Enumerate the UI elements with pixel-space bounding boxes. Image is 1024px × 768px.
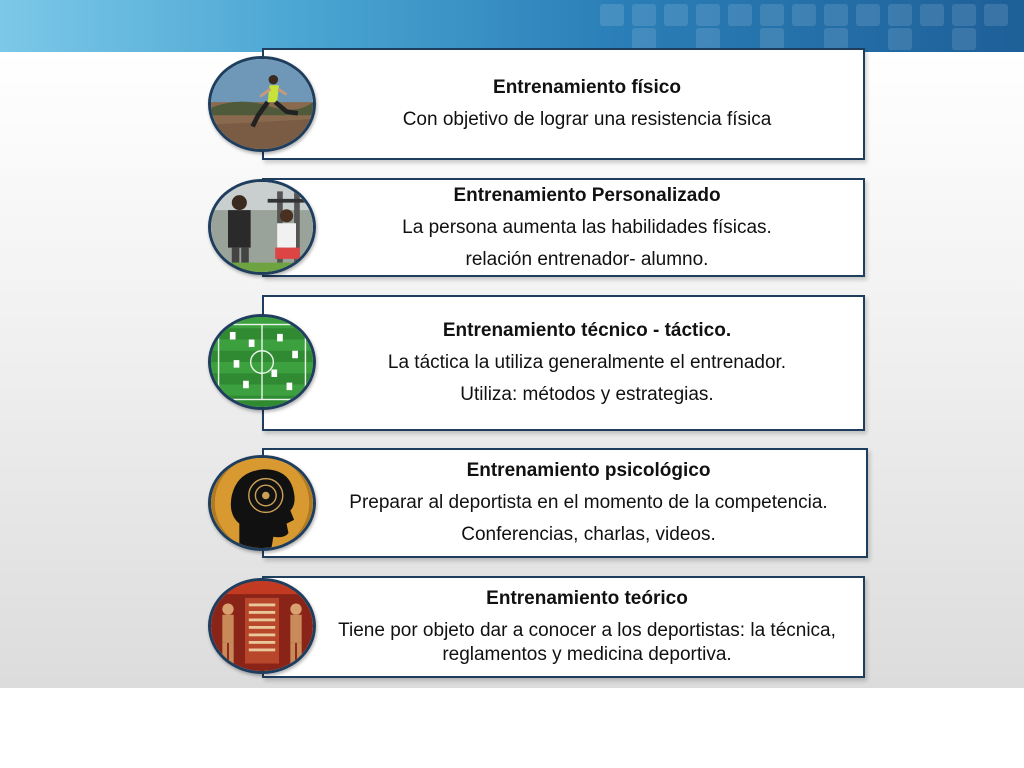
header-tile	[984, 4, 1008, 26]
card-text: La táctica la utiliza generalmente el entrenador.	[387, 352, 787, 373]
header-tile	[888, 4, 912, 26]
card-title: Entrenamiento técnico - táctico.	[442, 320, 732, 341]
list-item-technical-tactical-training	[262, 295, 865, 431]
card-body	[319, 180, 855, 275]
card-body	[319, 50, 855, 158]
tactics-field-icon	[208, 314, 316, 410]
card-text: relación entrenador- alumno.	[465, 248, 709, 270]
header-tile	[632, 4, 656, 26]
runner-photo-icon	[208, 56, 316, 152]
header-tile	[824, 28, 848, 50]
card-text: Con objetivo de lograr una resistencia física	[402, 109, 772, 130]
list-item-theoretical-training	[262, 576, 865, 678]
header-tile	[664, 4, 688, 26]
header-tile	[888, 28, 912, 50]
card-title: Entrenamiento físico	[493, 77, 681, 98]
anatomy-poster-icon	[208, 578, 316, 674]
header-tile	[728, 4, 752, 26]
card-text: Utiliza: métodos y estrategias.	[460, 384, 714, 405]
header-band	[0, 0, 1024, 52]
header-tile	[600, 4, 624, 26]
card-text: Tiene por objeto dar a conocer a los deportistas: la técnica, reglamentos y medicina deportiva.	[338, 620, 836, 665]
header-tile	[696, 4, 720, 26]
header-tile	[696, 28, 720, 50]
header-tile	[760, 4, 784, 26]
header-tile	[920, 4, 944, 26]
header-tile	[952, 28, 976, 50]
head-brain-icon	[208, 455, 316, 551]
card-title: Entrenamiento psicológico	[466, 460, 711, 481]
list-item-physical-training	[262, 48, 865, 160]
header-tile	[952, 4, 976, 26]
gym-trainer-photo-icon	[208, 179, 316, 275]
list-item-psychological-training	[262, 448, 868, 558]
card-title: Entrenamiento teórico	[486, 588, 688, 609]
card-body	[319, 578, 855, 676]
header-tile	[792, 4, 816, 26]
card-body	[319, 450, 858, 556]
header-tile	[760, 28, 784, 50]
card-title: Entrenamiento Personalizado	[453, 184, 721, 206]
card-body	[319, 297, 855, 429]
list-item-personalized-training	[262, 178, 865, 277]
header-tile	[856, 4, 880, 26]
header-tile	[824, 4, 848, 26]
card-text: Preparar al deportista en el momento de la competencia.	[349, 492, 828, 513]
card-text: La persona aumenta las habilidades físicas.	[402, 216, 772, 238]
card-text: Conferencias, charlas, videos.	[461, 524, 716, 545]
header-tile	[632, 28, 656, 50]
